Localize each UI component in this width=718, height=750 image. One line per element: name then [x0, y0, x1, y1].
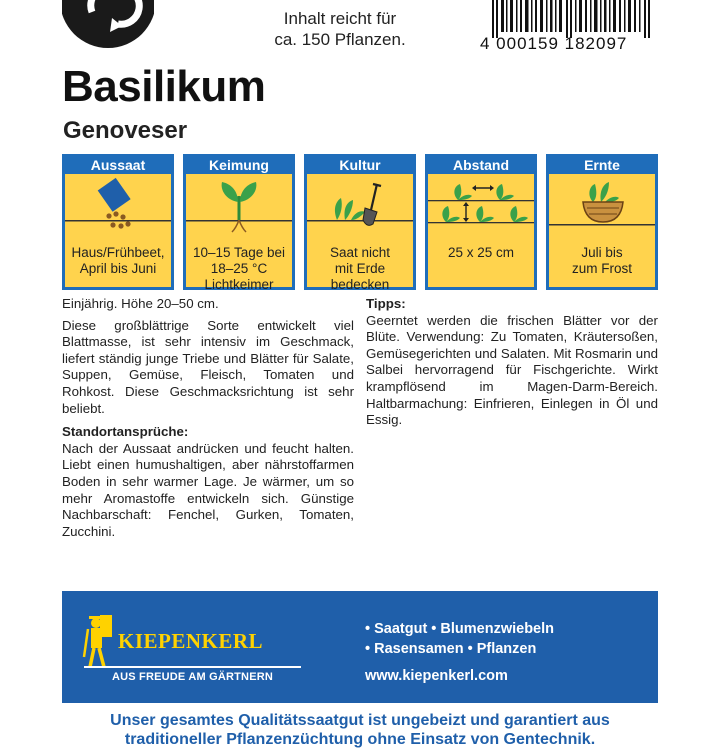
quality-statement: Unser gesamtes Qualitätssaatgut ist ungebeizt und garantiert aus traditioneller Pflanzenzüchtung ohne Einsatz von Gentechnik. [110, 712, 610, 748]
spade-plants-icon [307, 174, 413, 237]
right-text-column [366, 296, 658, 429]
icon-card-kultur: Kultur Saat nicht mit Erde bedecken [304, 154, 416, 290]
icon-card-abstand: Abstand 25 x 25 cm [425, 154, 537, 290]
icon-card-heading: Ernte [549, 157, 655, 174]
seedling-icon [186, 174, 292, 237]
brand-tagline: AUS FREUDE AM GÄRTNERN [111, 671, 274, 683]
icon-card-ernte: Ernte Juli bis zum Frost [546, 154, 658, 290]
spacing-icon [428, 174, 534, 237]
barcode [480, 0, 658, 60]
cultivation-icon-row [62, 154, 658, 290]
left-text-column [62, 296, 354, 547]
location-heading: Standortansprüche: [62, 424, 189, 440]
icon-card-aussaat: Aussaat Haus/Frühbeet, April bis Juni [62, 154, 174, 290]
product-range-line: • Rasensamen • Pflanzen [365, 641, 537, 657]
location-text: Nach der Aussaat andrücken und feucht halten. Liebt einen humushaltigen, aber nährstoffarmen Boden in sehr warmer Lage. Je wärmer, um so mehr Aromastoffe entwickeln sich. Günstige Nachbarschaft: Fenchel, Gurken, Tomaten, Zucchini. [62, 440, 354, 539]
kiepenkerl-figure-icon [82, 611, 118, 671]
product-subtitle: Genoveser [63, 117, 188, 144]
tips-text: Geerntet werden die frischen Blätter vor der Blüte. Verwendung: Zu Tomaten, Kräutersoßen, Gemüsegerichten und Salaten. Mit Rosmarin und Salbei hervorragend für Fischgerichte. Wirkt krampflösend im Magen-Darm-Bereich. Haltbarmachung: Einfrieren, Einlegen in Öl und Essig. [366, 312, 658, 428]
icon-card-heading: Abstand [428, 157, 534, 174]
product-range-line: • Saatgut • Blumenzwiebeln [365, 621, 555, 637]
product-range-list [365, 619, 554, 659]
content-note: Inhalt reicht für ca. 150 Pflanzen. [274, 9, 406, 49]
harvest-basket-icon [549, 174, 655, 237]
recycling-logo-icon [62, 0, 154, 52]
icon-card-heading: Keimung [186, 157, 292, 174]
brand-website-link[interactable]: www.kiepenkerl.com [365, 668, 508, 684]
icon-card-heading: Aussaat [65, 157, 171, 174]
product-title: Basilikum [62, 62, 266, 111]
height-note: Einjährig. Höhe 20–50 cm. [62, 296, 219, 311]
brand-logo-text: KIEPENKERL [118, 629, 264, 653]
tips-heading: Tipps: [366, 296, 406, 311]
logo-divider [84, 666, 301, 668]
variety-description: Diese großblättrige Sorte entwickelt viel Blattmasse, ist sehr intensiv im Geschmack, liefert ständig junge Triebe und Blätter für Salate, Suppen, Gemüse, Fleisch, Tomaten und Rohkost. Diese Geschmacksrichtung ist sehr beliebt. [62, 317, 354, 416]
icon-card-heading: Kultur [307, 157, 413, 174]
brand-banner [62, 591, 658, 703]
seed-packet-icon [65, 174, 171, 237]
barcode-number: 4 000159 182097 [480, 34, 628, 53]
barcode-bars-icon [492, 0, 658, 38]
icon-card-keimung: Keimung 10–15 Tage bei 18–25 °C Lichtkeimer [183, 154, 295, 290]
